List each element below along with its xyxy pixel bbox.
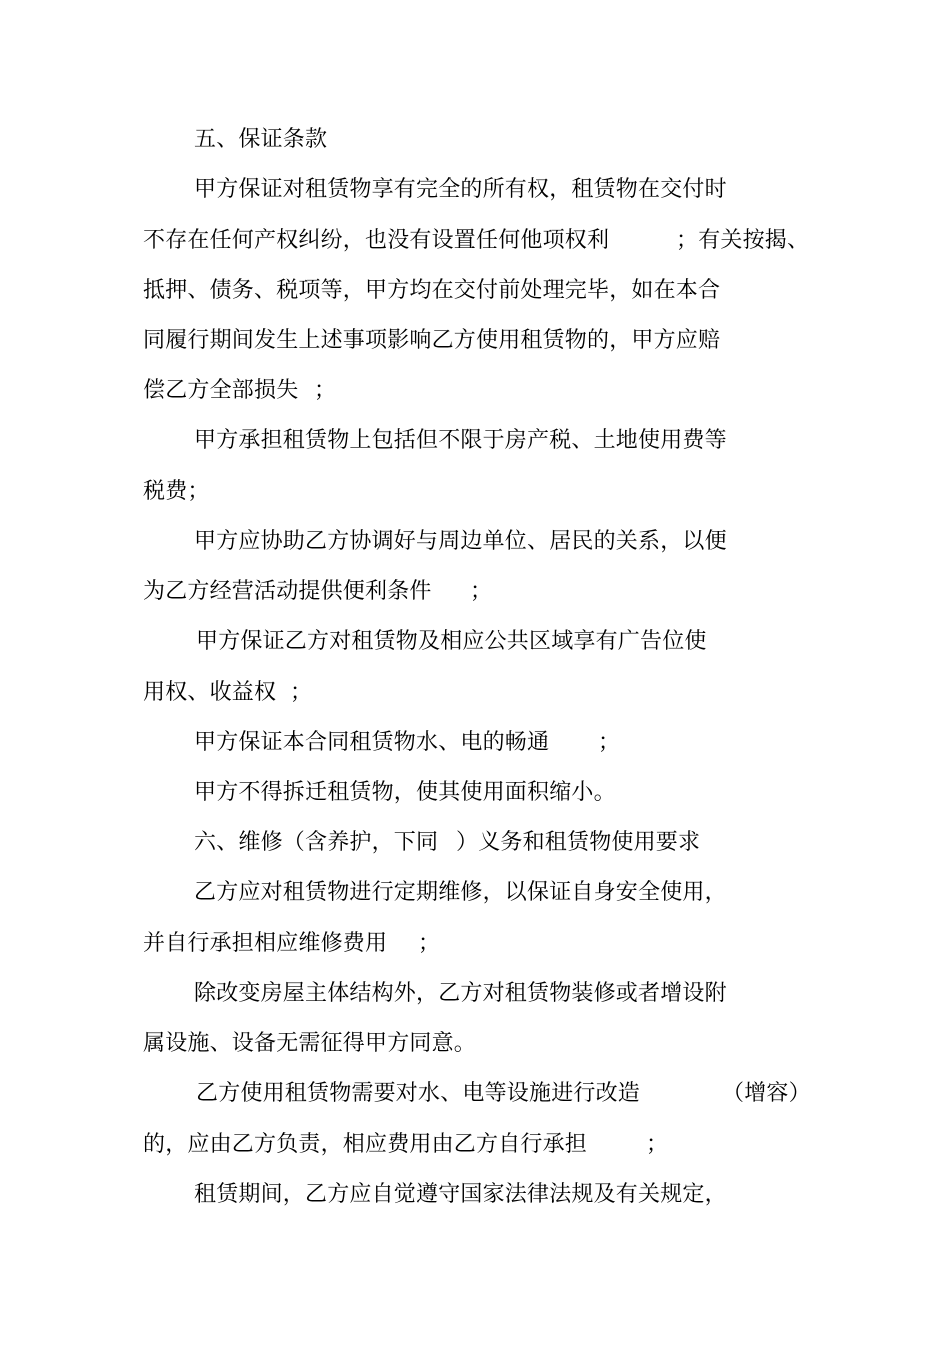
paragraph-line: 甲方承担租赁物上包括但不限于房产税、土地使用费等 (194, 428, 727, 453)
paragraph-line: ； (314, 378, 337, 403)
paragraph-line: 不存在任何产权纠纷，也没有设置任何他项权利 (143, 228, 610, 253)
paragraph-line: ； (598, 730, 621, 755)
paragraph-line: 甲方应协助乙方协调好与周边单位、居民的关系，以便 (194, 529, 727, 554)
section-heading-maintenance-cont: ）义务和租赁物使用要求 (456, 830, 701, 855)
paragraph-line: 甲方保证本合同租赁物水、电的畅通 (194, 730, 550, 755)
paragraph-line: 甲方不得拆迁租赁物，使其使用面积缩小。 (194, 780, 616, 805)
paragraph-line: 甲方保证对租赁物享有完全的所有权，租赁物在交付时 (194, 177, 727, 202)
paragraph-line: 乙方应对租赁物进行定期维修，以保证自身安全使用， (194, 880, 727, 905)
paragraph-line: 抵押、债务、税项等，甲方均在交付前处理完毕，如在本合 (143, 278, 721, 303)
paragraph-line: 除改变房屋主体结构外，乙方对租赁物装修或者增设附 (194, 981, 727, 1006)
section-heading-warranty: 五、保证条款 (194, 127, 328, 152)
paragraph-line: ； (418, 931, 441, 956)
paragraph-line: 并自行承担相应维修费用 (143, 931, 388, 956)
paragraph-line: 税费； (143, 479, 210, 504)
paragraph-line: ； (646, 1132, 669, 1157)
paragraph-line: 的，应由乙方负责，相应费用由乙方自行承担 (143, 1132, 588, 1157)
paragraph-line: ；有关按揭、 (676, 228, 810, 253)
paragraph-line: ； (290, 680, 313, 705)
paragraph-line: 为乙方经营活动提供便利条件 (143, 579, 432, 604)
paragraph-line: （增容） (722, 1081, 811, 1106)
paragraph-line: 用权、收益权 (143, 680, 277, 705)
section-heading-maintenance: 六、维修（含养护，下同 (194, 830, 439, 855)
paragraph-line: 同履行期间发生上述事项影响乙方使用租赁物的，甲方应赔 (143, 328, 721, 353)
paragraph-line: 甲方保证乙方对租赁物及相应公共区域享有广告位使 (196, 629, 707, 654)
paragraph-line: 租赁期间，乙方应自觉遵守国家法律法规及有关规定， (194, 1182, 727, 1207)
paragraph-line: 乙方使用租赁物需要对水、电等设施进行改造 (196, 1081, 641, 1106)
paragraph-line: ； (470, 579, 493, 604)
paragraph-line: 偿乙方全部损失 (143, 378, 299, 403)
paragraph-line: 属设施、设备无需征得甲方同意。 (143, 1031, 477, 1056)
